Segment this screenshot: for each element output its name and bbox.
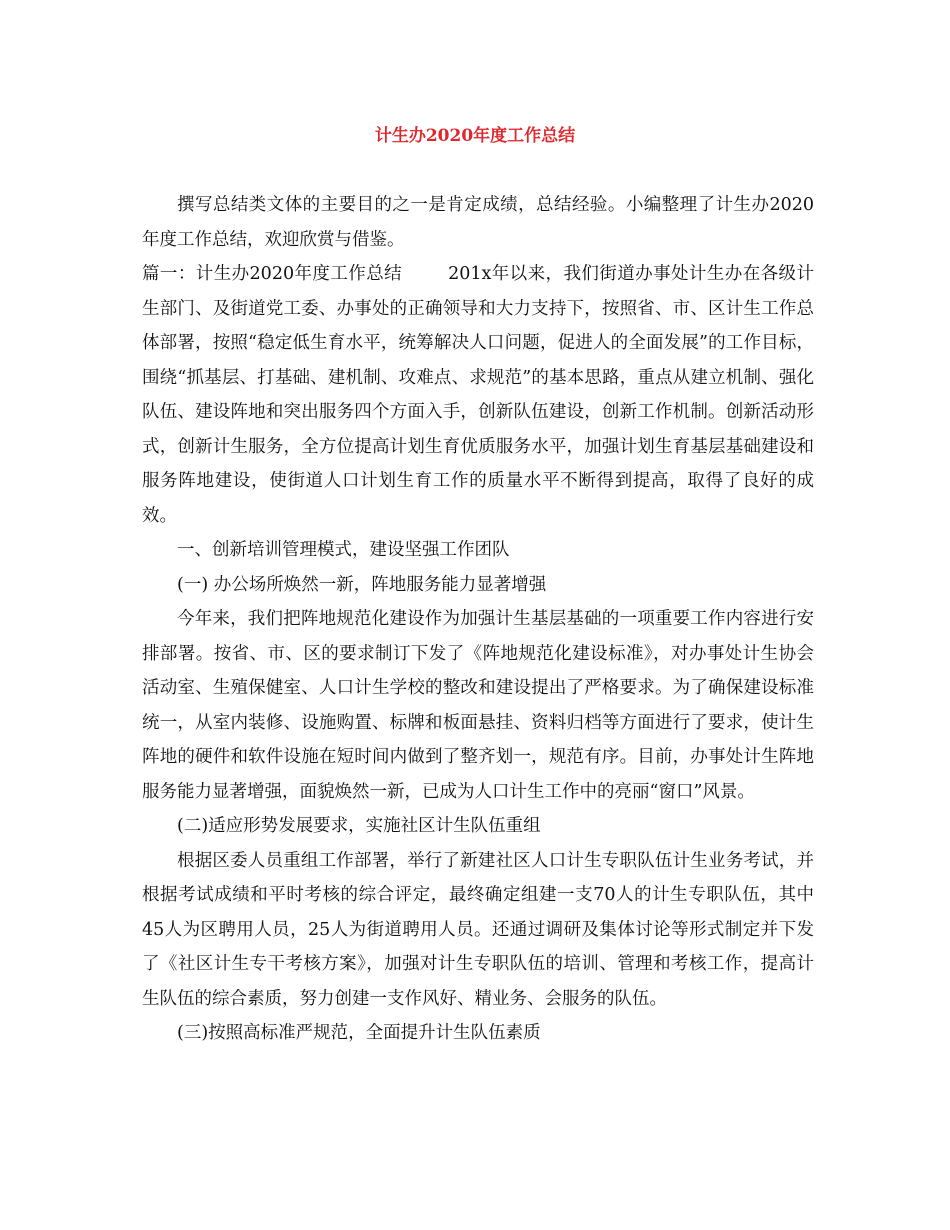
subsection-heading-2: (二)适应形势发展要求，实施社区计生队伍重组 (177, 816, 541, 836)
chapter-label: 篇一：计生办2020年度工作总结 (142, 264, 403, 284)
intro-paragraph: 撰写总结类文体的主要目的之一是肯定成绩，总结经验。小编整理了计生办2020年度工作总结，欢迎欣赏与借鉴。 (142, 195, 814, 250)
subsection-heading-3: (三)按照高标准严规范，全面提升计生队伍素质 (177, 1023, 541, 1043)
document-title: 计生办2020年度工作总结 (374, 126, 576, 146)
subsection-body-1: 今年来，我们把阵地规范化建设作为加强计生基层基础的一项重要工作内容进行安排部署。按省、市、区的要求制订下发了《阵地规范化建设标准》，对办事处计生协会活动室、生殖保健室、人口计生学校的整改和建设提出了严格要求。为了确保建设标准统一，从室内装修、设施购置、标牌和板面悬挂、资料归档等方面进行了要求，使计生阵地的硬件和软件设施在短时间内做到了整齐划一，规范有序。目前，办事处计生阵地服务能力显著增强，面貌焕然一新，已成为人口计生工作中的亮丽“窗口”风景。 (142, 609, 814, 802)
section-heading-1: 一、创新培训管理模式，建设坚强工作团队 (177, 540, 510, 560)
subsection-heading-1: (一) 办公场所焕然一新，阵地服务能力显著增强 (177, 574, 547, 595)
document-body (142, 188, 814, 1051)
chapter-body: 201x年以来，我们街道办事处计生办在各级计生部门、及街道党工委、办事处的正确领导和大力支持下，按照省、市、区计生工作总体部署，按照“稳定低生育水平，统筹解决人口问题，促进人的全面发展”的工作目标，围绕“抓基层、打基础、建机制、攻难点、求规范”的基本思路，重点从建立机制、强化队伍、建设阵地和突出服务四个方面入手，创新队伍建设，创新工作机制。创新活动形式，创新计生服务，全方位提高计划生育优质服务水平，加强计划生育基层基础建设和服务阵地建设，使街道人口计划生育工作的质量水平不断得到提高，取得了良好的成效。 (142, 264, 814, 526)
subsection-body-2: 根据区委人员重组工作部署，举行了新建社区人口计生专职队伍计生业务考试，并根据考试成绩和平时考核的综合评定，最终确定组建一支70人的计生专职队伍，其中45人为区聘用人员，25人为街道聘用人员。还通过调研及集体讨论等形式制定并下发了《社区计生专干考核方案》，加强对计生专职队伍的培训、管理和考核工作，提高计生队伍的综合素质，努力创建一支作风好、精业务、会服务的队伍。 (142, 850, 814, 1009)
chapter-paragraph (142, 257, 814, 533)
